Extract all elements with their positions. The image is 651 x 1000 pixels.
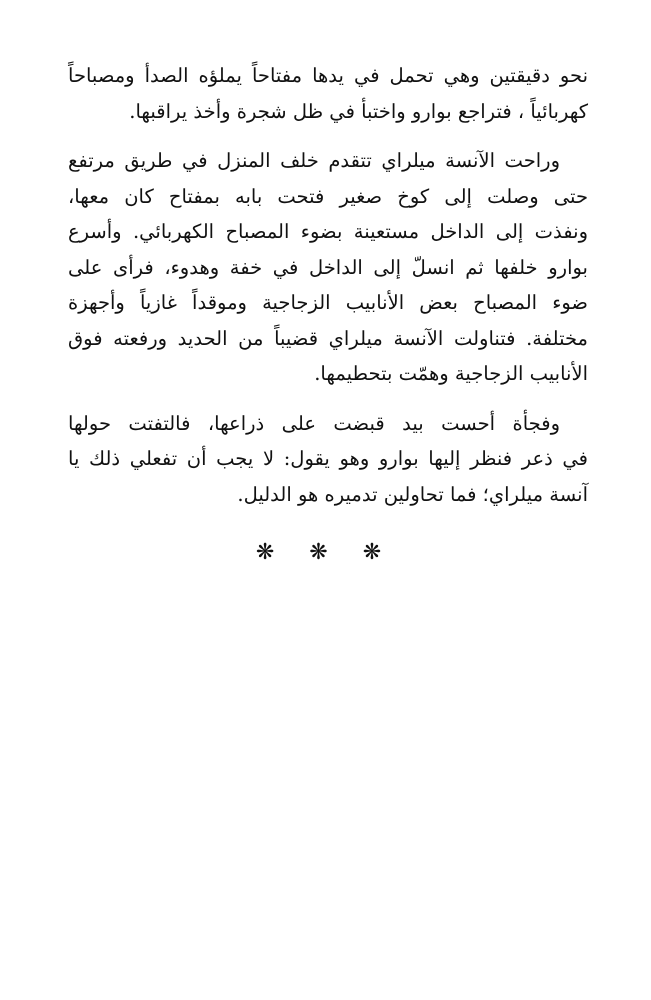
paragraph-1 [68,58,588,129]
text-line: وفجأة أحست بيد قبضت على ذراعها، فالتفتت حولها [68,411,560,435]
text-line: حتى وصلت إلى كوخ صغير فتحت بابه بمفتاح كان معها، [68,184,588,208]
text-line: مختلفة. فتناولت الآنسة ميلراي قضيباً من الحديد ورفعته فوق [68,326,588,350]
paragraph-2 [68,143,588,392]
text-line: ضوء المصباح بعض الأنابيب الزجاجية وموقداً غازياً وأجهزة [68,291,588,314]
text-line: وراحت الآنسة ميلراي تتقدم خلف المنزل في طريق مرتفع [68,149,560,172]
text-line: ونفذت إلى الداخل مستعينة بضوء المصباح الكهربائي. وأسرع [68,220,588,243]
text-line: الأنابيب الزجاجية وهمّت بتحطيمها. [314,362,588,385]
paragraph-3 [68,406,588,513]
text-line: في ذعر فنظر إليها بوارو وهو يقول: لا يجب أن تفعلي ذلك يا [68,447,588,470]
text-line: بوارو خلفها ثم انسلّ إلى الداخل في خفة وهدوء، فرأى على [68,255,588,279]
text-line: آنسة ميلراي؛ فما تحاولين تدميره هو الدليل. [237,482,588,506]
text-line: كهربائياً ، فتراجع بوارو واختبأ في ظل شجرة وأخذ يراقبها. [129,99,588,123]
text-line: نحو دقيقتين وهي تحمل في يدها مفتاحاً يملؤه الصدأ ومصباحاً [68,64,588,87]
section-divider: ❋ ❋ ❋ [255,540,396,565]
page-text [68,58,588,526]
